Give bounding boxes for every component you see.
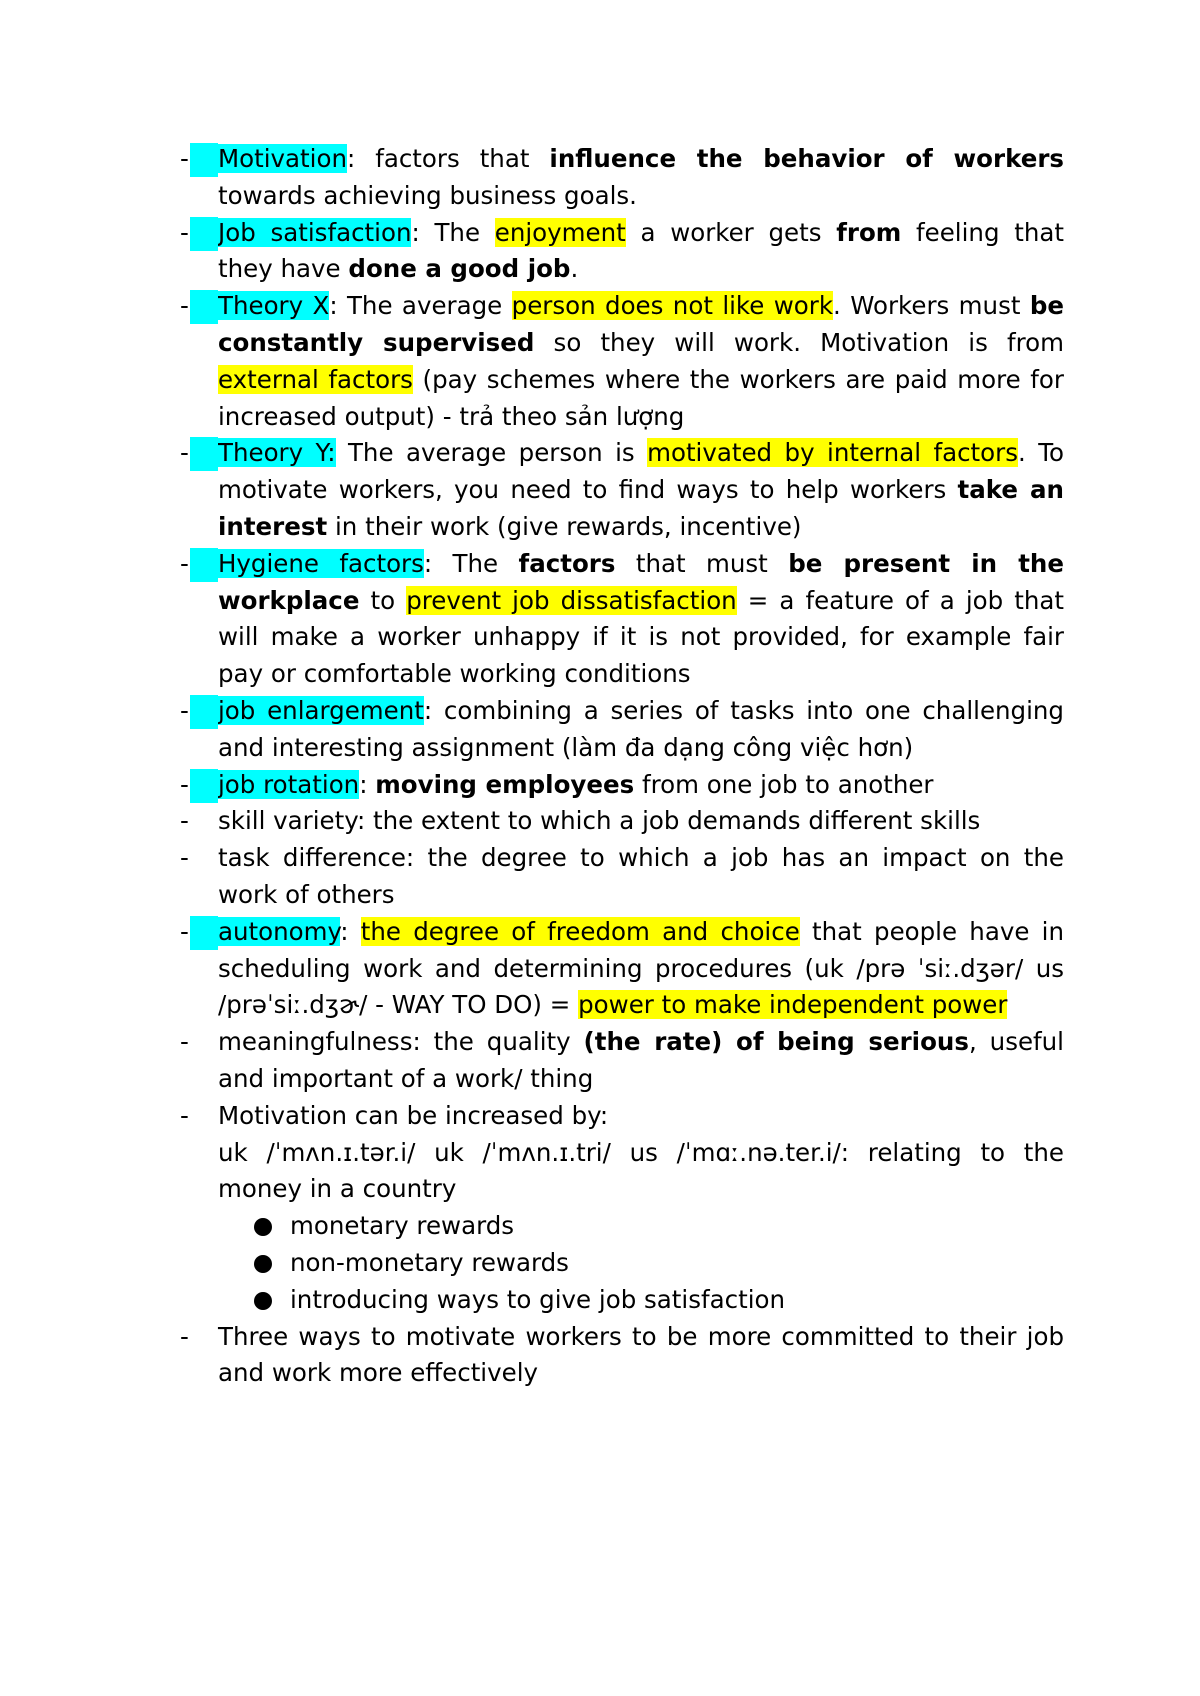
yellow-highlight: external factors: [218, 364, 413, 394]
list-item-task-difference: - task difference: the degree to which a job has an impact on the work of others: [180, 843, 1064, 909]
term-highlight: Hygiene factors: [218, 548, 424, 578]
term-highlight: autonomy: [218, 916, 341, 946]
bullet-icon: [254, 1218, 272, 1236]
term-highlight: Theory X: [218, 291, 330, 321]
sub-item-monetary-rewards: monetary rewards: [184, 1208, 1064, 1245]
list-item-three-ways: - Three ways to motivate workers to be more committed to their job and work more effectively: [180, 1321, 1064, 1388]
yellow-highlight: prevent job dissatisfaction: [406, 585, 737, 615]
list-item-job-enlargement: - job enlargement: combining a series of tasks into one challenging and interesting assignment (làm đa dạng công việc hơn): [180, 695, 1064, 762]
list-item-job-rotation: - job rotation: moving employees from one job to another: [184, 767, 1064, 804]
term-highlight: Theory Y:: [218, 438, 336, 468]
term-highlight: job rotation: [218, 769, 360, 799]
yellow-highlight: power to make independent power: [578, 990, 1008, 1020]
yellow-highlight: enjoyment: [494, 217, 626, 247]
list-item-hygiene-factors: - Hygiene factors: The factors that must be present in the workplace to prevent job dissatisfaction = a feature of a job that will make a worker unhappy if it is not provided, for example fair pay or comfortable working conditions: [180, 548, 1064, 689]
list-item-skill-variety: - skill variety: the extent to which a job demands different skills: [180, 806, 981, 836]
yellow-highlight: the degree of freedom and choice: [360, 916, 800, 946]
list-item-motivation-increase: - Motivation can be increased by: uk /ˈmʌn.ɪ.tər.i/ uk /ˈmʌn.ɪ.tri/ us /ˈmɑː.nə.ter.i/: relating to the money in a country: [180, 1100, 1064, 1204]
bullet-icon: [254, 1292, 272, 1310]
sub-item-job-satisfaction-ways: introducing ways to give job satisfaction: [184, 1282, 1064, 1319]
list-item-autonomy: - autonomy: the degree of freedom and choice that people have in scheduling work and determining procedures (uk /prə ˈsiː.dʒər/ us /prəˈsiː.dʒɚ/ - WAY TO DO) = power to make independent power: [180, 916, 1064, 1020]
list-item-motivation: - Motivation: factors that influence the behavior of workers towards achieving business goals.: [180, 144, 1064, 210]
list-item-meaningfulness: - meaningfulness: the quality (the rate) of being serious, useful and important of a work/ thing: [180, 1027, 1064, 1093]
yellow-highlight: person does not like work: [511, 291, 834, 321]
notes-list: [180, 141, 1064, 1392]
term-highlight: Motivation: [218, 144, 347, 173]
list-item-theory-x: - Theory X: The average person does not like work. Workers must be constantly supervised so they will work. Motivation is from external factors (pay schemes where the workers are paid more for increased output) - trả theo sản lượng: [180, 291, 1064, 431]
yellow-highlight: motivated by internal factors: [647, 438, 1018, 468]
list-item-job-satisfaction: - Job satisfaction: The enjoyment a worker gets from feeling that they have done a good job.: [180, 217, 1064, 284]
sub-item-non-monetary-rewards: non-monetary rewards: [184, 1245, 1064, 1282]
term-highlight: job enlargement: [218, 695, 424, 725]
bullet-icon: [254, 1255, 272, 1273]
term-highlight: Job satisfaction: [218, 217, 412, 247]
list-item-theory-y: - Theory Y: The average person is motivated by internal factors. To motivate workers, you need to find ways to help workers take an interest in their work (give rewards, incentive): [180, 438, 1064, 541]
